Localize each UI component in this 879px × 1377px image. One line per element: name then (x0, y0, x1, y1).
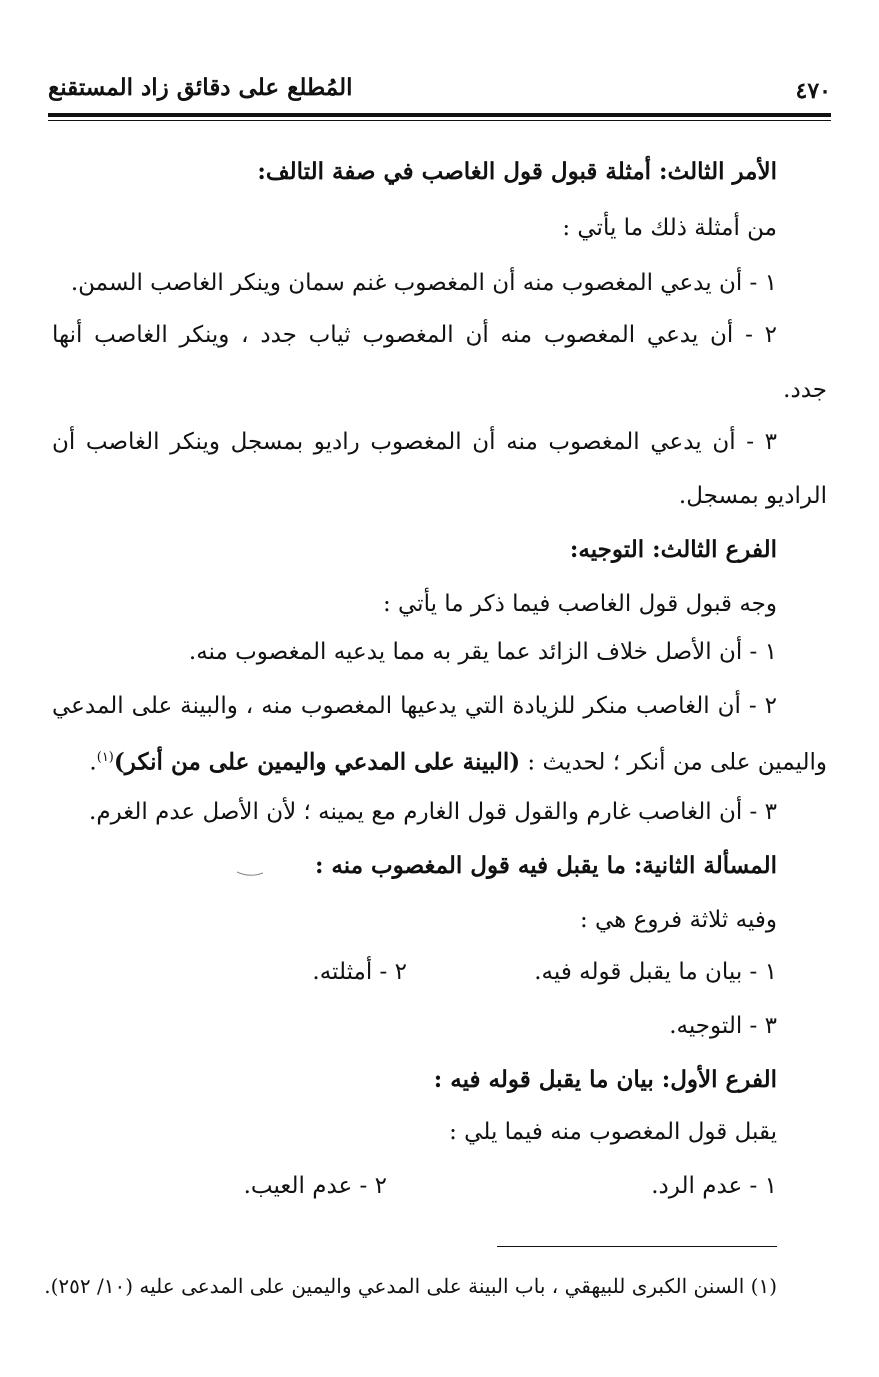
list-item: ٢ - أن يدعي المغصوب منه أن المغصوب ثياب جدد ، وينكر الغاصب أنها (52, 322, 777, 348)
footnote: (١) السنن الكبرى للبيهقي ، باب البينة على المدعي واليمين على المدعى عليه (١٠/ ٢٥٢). (44, 1274, 777, 1298)
footnote-rule (497, 1246, 777, 1247)
header-rule-thin (48, 120, 831, 121)
list-item: ٢ - عدم العيب. (243, 1173, 387, 1199)
list-item: ١ - عدم الرد. (651, 1173, 777, 1199)
text-run: واليمين على من أنكر ؛ لحديث : (520, 749, 827, 776)
list-item-continuation (52, 738, 827, 780)
list-item: ٣ - أن يدعي المغصوب منه أن المغصوب راديو بمسجل وينكر الغاصب أن (52, 429, 777, 455)
subsection-heading: الفرع الأول: بيان ما يقبل قوله فيه : (433, 1066, 777, 1093)
paragraph-line: يقبل قول المغصوب منه فيما يلي : (449, 1119, 777, 1145)
two-column-row (52, 952, 777, 994)
hadith-quote: (البينة على المدعي واليمين على من أنكر) (113, 748, 521, 776)
two-column-row (52, 1166, 777, 1208)
paragraph-line: من أمثلة ذلك ما يأتي : (562, 215, 777, 241)
subsection-heading: الفرع الثالث: التوجيه: (569, 536, 777, 563)
list-item: ٣ - التوجيه. (669, 1013, 777, 1039)
text-run: . (89, 749, 97, 776)
running-title: المُطلع على دقائق زاد المستقنع (48, 74, 353, 101)
footnote-ref: (١) (96, 750, 114, 765)
list-item: ٢ - أمثلته. (312, 959, 407, 985)
list-item: ١ - أن يدعي المغصوب منه أن المغصوب غنم سمان وينكر الغاصب السمن. (70, 270, 777, 296)
paragraph-line: وفيه ثلاثة فروع هي : (579, 907, 777, 933)
header-rule-thick (48, 113, 831, 117)
list-item: ١ - أن الأصل خلاف الزائد عما يقر به مما يدعيه المغصوب منه. (188, 639, 777, 665)
list-item: ١ - بيان ما يقبل قوله فيه. (534, 959, 777, 985)
stray-mark (236, 870, 264, 878)
section-heading: الأمر الثالث: أمثلة قبول قول الغاصب في صفة التالف: (257, 158, 777, 185)
section-heading: المسألة الثانية: ما يقبل فيه قول المغصوب منه : (314, 852, 777, 879)
paragraph-line: وجه قبول قول الغاصب فيما ذكر ما يأتي : (382, 591, 777, 617)
list-item: ٣ - أن الغاصب غارم والقول قول الغارم مع يمينه ؛ لأن الأصل عدم الغرم. (89, 799, 777, 825)
list-item: ٢ - أن الغاصب منكر للزيادة التي يدعيها المغصوب منه ، والبينة على المدعي (52, 693, 777, 719)
list-item-continuation: جدد. (783, 377, 827, 403)
list-item-continuation: الراديو بمسجل. (678, 483, 827, 509)
page-number: ٤٧٠ (795, 78, 831, 104)
page-header (48, 72, 831, 112)
